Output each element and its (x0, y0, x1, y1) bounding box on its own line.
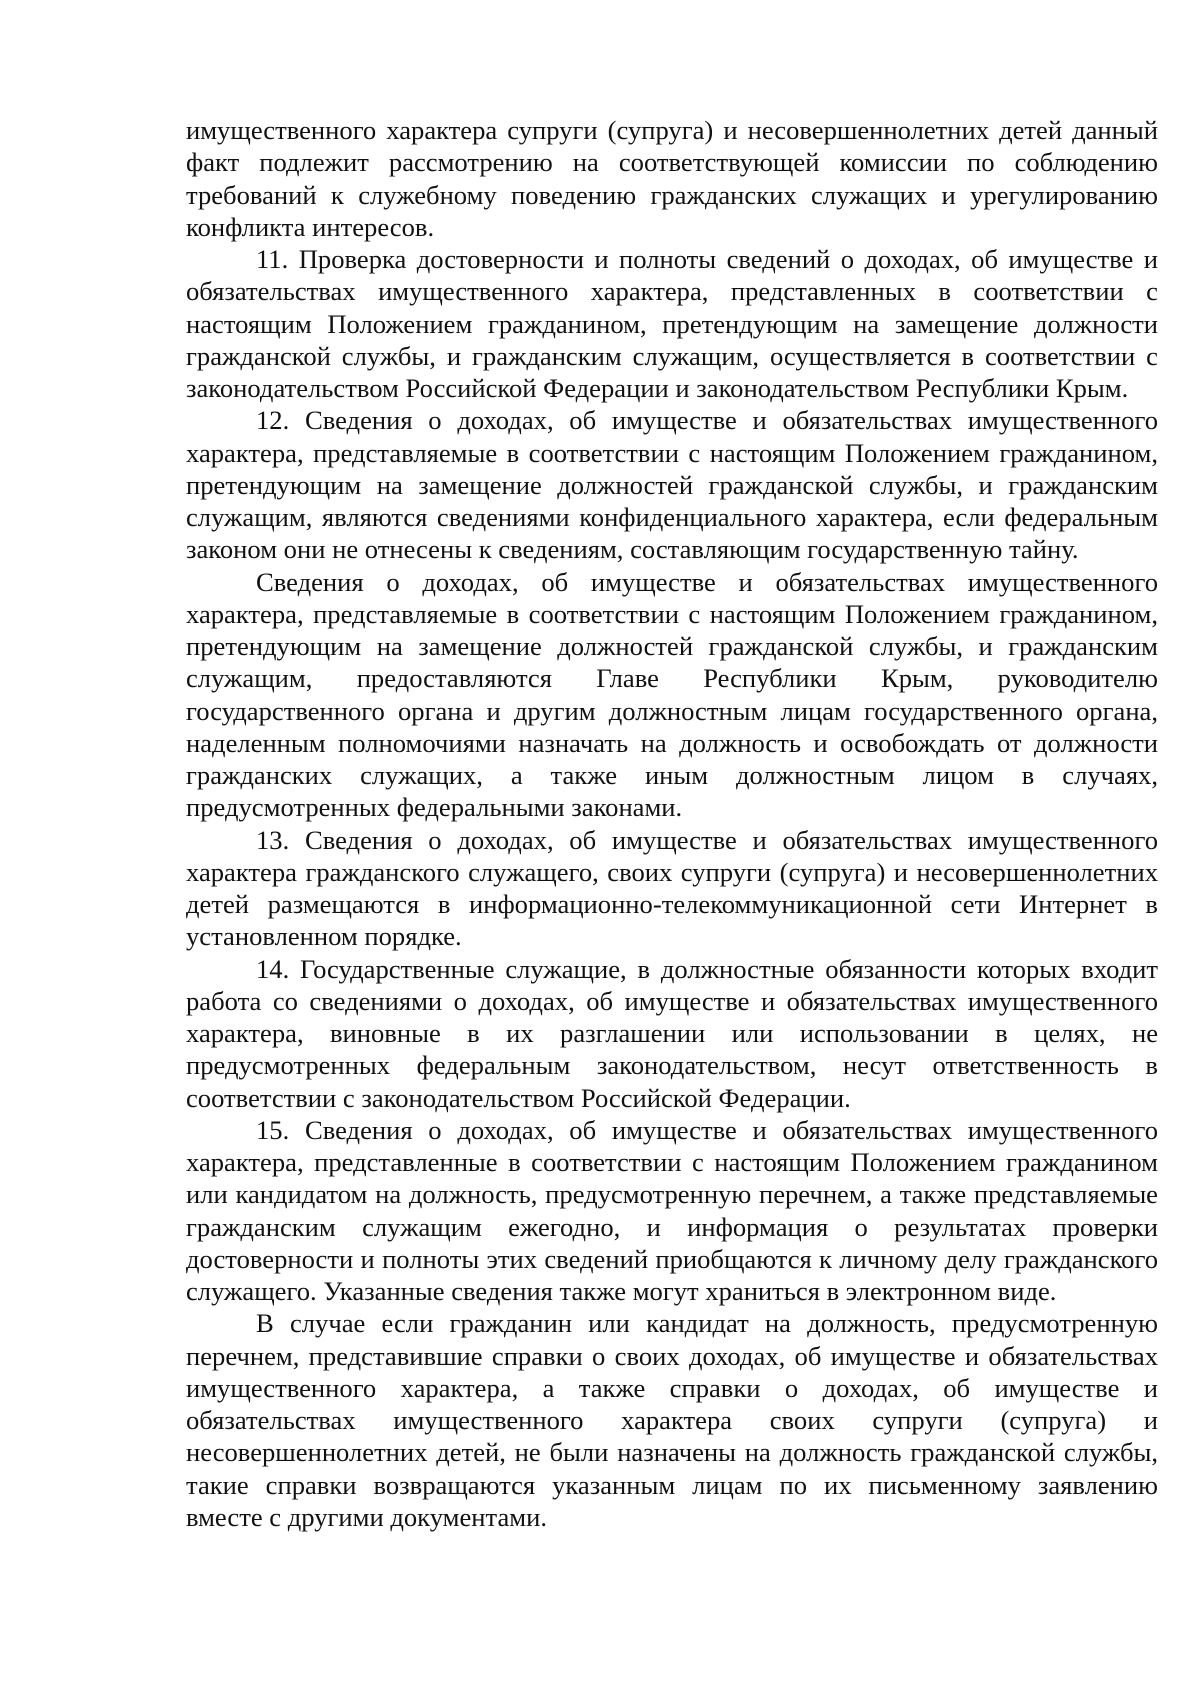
paragraph-item-13: 13. Сведения о доходах, об имуществе и обязательствах имущественного характера гражданского служащего, своих супруги (супруга) и несовершеннолетних детей размещаются в информационно-телекоммуникационной сети Интернет в установленном порядке. (186, 824, 1158, 952)
paragraph-item-15-part-2: В случае если гражданин или кандидат на должность, предусмотренную перечнем, представившие справки о своих доходах, об имуществе и обязательствах имущественного характера, а также справки о доходах, об имуществе и обязательствах имущественного характера своих супруги (супруга) и несовершеннолетних детей, не были назначены на должность гражданской службы, такие справки возвращаются указанным лицам по их письменному заявлению вместе с другими документами. (186, 1308, 1158, 1532)
paragraph-continuation: имущественного характера супруги (супруга) и несовершеннолетних детей данный факт подлежит рассмотрению на соответствующей комиссии по соблюдению требований к служебному поведению гражданских служащих и урегулированию конфликта интересов. (186, 115, 1158, 242)
paragraph-item-14: 14. Государственные служащие, в должностные обязанности которых входит работа со сведениями о доходах, об имуществе и обязательствах имущественного характера, виновные в их разглашении или использовании в целях, не предусмотренных федеральным законодательством, несут ответственность в соответствии с законодательством Российской Федерации. (186, 953, 1158, 1113)
paragraph-item-11: 11. Проверка достоверности и полноты сведений о доходах, об имуществе и обязательствах имущественного характера, представленных в соответствии с настоящим Положением гражданином, претендующим на замещение должности гражданской службы, и гражданским служащим, осуществляется в соответствии с законодательством Российской Федерации и законодательством Республики Крым. (186, 244, 1158, 403)
paragraph-item-12-part-2: Сведения о доходах, об имуществе и обязательствах имущественного характера, представляемые в соответствии с настоящим Положением гражданином, претендующим на замещение должностей гражданской службы, и гражданским служащим, предоставляются Главе Республики Крым, руководителю государственного органа и другим должностным лицам государственного органа, наделенным полномочиями назначать на должность и освобождать от должности гражданских служащих, а также иным должностным лицом в случаях, предусмотренных федеральными законами. (186, 566, 1158, 823)
document-body (186, 114, 1158, 1533)
paragraph-item-15: 15. Сведения о доходах, об имуществе и обязательствах имущественного характера, представленные в соответствии с настоящим Положением гражданином или кандидатом на должность, предусмотренную перечнем, а также представляемые гражданским служащим ежегодно, и информация о результатах проверки достоверности и полноты этих сведений приобщаются к личному делу гражданского служащего. Указанные сведения также могут храниться в электронном виде. (186, 1114, 1158, 1306)
paragraph-item-12: 12. Сведения о доходах, об имуществе и обязательствах имущественного характера, представляемые в соответствии с настоящим Положением гражданином, претендующим на замещение должностей гражданской службы, и гражданским служащим, являются сведениями конфиденциального характера, если федеральным законом они не отнесены к сведениям, составляющим государственную тайну. (186, 405, 1158, 565)
